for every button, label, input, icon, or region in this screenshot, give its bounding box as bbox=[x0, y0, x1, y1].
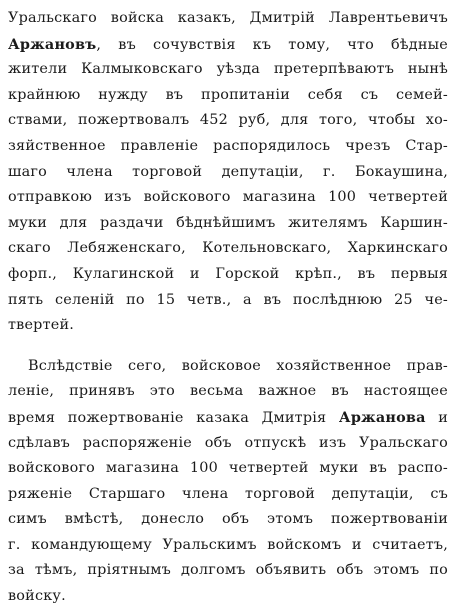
paragraph-1-line-1: Уральскаго войска казакъ, Дмитрій Лаврентьевичъ bbox=[8, 10, 448, 26]
paragraph-1-line-5: ствами, пожертвовалъ 452 руб, для того, чтобы хо- bbox=[8, 112, 448, 129]
paragraph-1 bbox=[8, 6, 448, 339]
paragraph-1-line-6: зяйственное правленіе распорядилось чрезъ Стар- bbox=[8, 137, 448, 154]
paragraph-1-line-13: твертей. bbox=[8, 317, 75, 334]
paragraph-1-line-4: крайнюю нужду въ пропитаніи себя съ семей- bbox=[8, 86, 448, 103]
paragraph-1-line-11: форп., Кулагинской и Горской крѣп., въ первыя bbox=[8, 265, 448, 282]
paragraph-1-line-7: шаго члена торговой депутаціи, г. Бокаушина, bbox=[8, 163, 448, 180]
paragraph-1-line-2 bbox=[8, 32, 448, 58]
paragraph-2-line-8: г. командующему Уральскимъ войскомъ и считаетъ, bbox=[8, 536, 448, 553]
paragraph-2-line-5: войскового магазина 100 четвертей муки въ распо- bbox=[8, 460, 448, 477]
paragraph-2-line-3-text-c: и bbox=[425, 409, 448, 426]
paragraph-1-line-8: отправкою изъ войскового магазина 100 четвертей bbox=[8, 189, 448, 206]
paragraph-1-line-2-text: , въ сочувствія къ тому, что бѣдные bbox=[96, 36, 448, 53]
paragraph-2-line-7: симъ вмѣстѣ, донесло объ этомъ пожертвованіи bbox=[8, 511, 448, 528]
paragraph-1-line-3: жители Калмыковскаго уѣзда претерпѣваютъ нынѣ bbox=[8, 61, 448, 78]
paragraph-2-line-1: Вслѣдствіе сего, войсковое хозяйственное прав- bbox=[28, 357, 448, 374]
paragraph-1-line-9: муки для раздачи бѣднѣйшимъ жителямъ Каршин- bbox=[8, 214, 448, 231]
paragraph-2-line-2: леніе, принявъ это весьма важное въ настоящее bbox=[8, 383, 448, 400]
paragraph-1-line-12: пять селеній по 15 четв., а въ послѣднюю 25 че- bbox=[8, 291, 448, 308]
paragraph-2-line-3-text-a: время пожертвованіе казака Дмитрія bbox=[8, 409, 339, 426]
paragraph-1-line-10: скаго Лебяженскаго, Котельновскаго, Харкинскаго bbox=[8, 240, 448, 257]
donor-name: Аржановъ bbox=[8, 35, 97, 53]
paragraph-2-line-3 bbox=[8, 405, 448, 431]
paragraph-2-line-10: войску. bbox=[8, 588, 66, 605]
paragraph-2-line-4: сдѣлавъ распоряженіе объ отпускѣ изъ Уральскаго bbox=[8, 434, 448, 451]
paragraph-2-line-9: за тѣмъ, пріятнымъ долгомъ объявить объ этомъ по bbox=[8, 562, 448, 579]
paragraph-2 bbox=[8, 354, 448, 610]
donor-name-genitive: Аржанова bbox=[338, 408, 426, 426]
paragraph-2-line-6: ряженіе Старшаго члена торговой депутаціи, съ bbox=[8, 485, 448, 502]
